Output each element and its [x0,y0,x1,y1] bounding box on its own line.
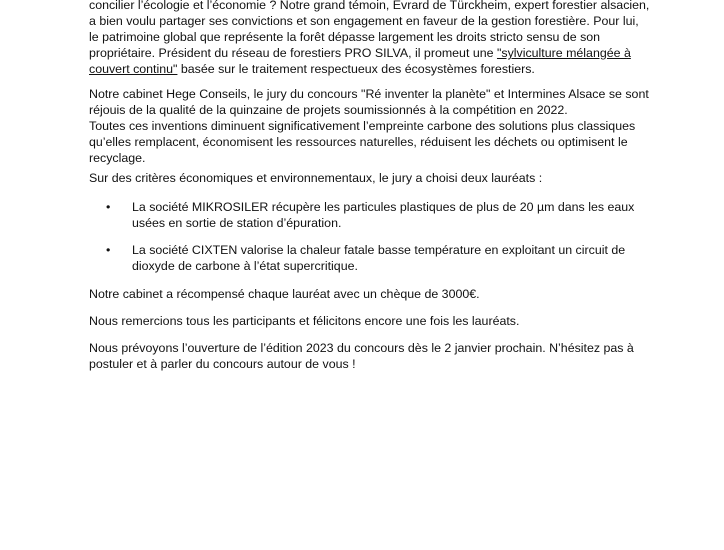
text-line: Notre cabinet a récompensé chaque lauréat avec un chèque de 3000€. [89,287,480,301]
text-segment: propriétaire. Président du réseau de forestiers PRO SILVA, il promeut une [89,46,494,60]
text-line: réjouis de la qualité de la quinzaine de projets soumissionnés à la compétition en 2022. [89,103,568,117]
text-line: usées en sortie de station d’épuration. [132,216,342,230]
text-line: concilier l’écologie et l’économie ? Notre grand témoin, Evrard de Türckheim, expert forestier alsacien, [89,0,650,12]
text-line: le patrimoine global que représente la forêt dépasse largement les droits stricto sensu de son [89,30,601,44]
sylviculture-link[interactable]: "sylviculture mélangée à [496,46,631,60]
text-line: Notre cabinet Hege Conseils, le jury du concours "Ré inventer la planète" et Intermines Alsace se sont [89,87,649,101]
text-line [89,61,649,77]
text-line: Nous prévoyons l’ouverture de l’édition 2023 du concours dès le 2 janvier prochain. N’hésitez pas à [89,341,634,355]
text-line: Toutes ces inventions diminuent significativement l’empreinte carbone des solutions plus classiques [89,119,636,133]
bullet-marker: • [106,243,111,257]
paragraph-prize [89,286,649,302]
list-item-text [132,242,652,274]
list-item-text [132,199,652,231]
text-line: La société MIKROSILER récupère les particules plastiques de plus de 20 µm dans les eaux [132,200,635,214]
sylviculture-link-continued[interactable]: couvert continu" [89,62,178,76]
text-segment: basée sur le traitement respectueux des écosystèmes forestiers. [177,62,535,76]
paragraph-jury-choice [89,170,649,186]
text-line [89,45,649,61]
bullet-marker: • [106,200,111,214]
text-line: Nous remercions tous les participants et félicitons encore une fois les lauréats. [89,314,520,328]
paragraph-contest-results [89,86,649,166]
text-line: a bien voulu partager ses convictions et son engagement en faveur de la gestion forestière. Pour lui, [89,14,639,28]
text-line: recyclage. [89,151,146,165]
text-line: postuler et à parler du concours autour de vous ! [89,357,356,371]
paragraph-thanks [89,313,649,329]
text-line: qu’elles remplacent, économisent les ressources naturelles, réduisent les déchets ou optimisent le [89,135,628,149]
text-line: Sur des critères économiques et environnementaux, le jury a choisi deux lauréats : [89,171,543,185]
paragraph-forest-witness [89,0,649,77]
text-line: La société CIXTEN valorise la chaleur fatale basse température en exploitant un circuit de [132,243,626,257]
text-line: dioxyde de carbone à l’état supercritique. [132,259,358,273]
paragraph-next-edition [89,340,649,372]
